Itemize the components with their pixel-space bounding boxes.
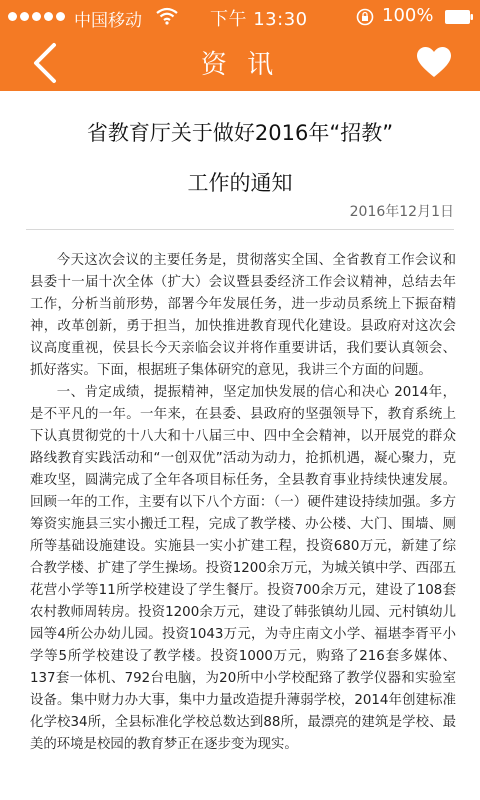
nav-bar: [0, 34, 480, 91]
battery-percent: 100%: [382, 5, 434, 26]
carrier-name: 中国移动: [74, 11, 142, 31]
article-title: [20, 108, 460, 208]
header-bar: [0, 0, 480, 91]
battery-icon: [444, 9, 474, 25]
status-bar: [0, 0, 480, 34]
divider: [26, 229, 454, 230]
status-time: 下午 13:30: [210, 9, 308, 30]
article-body: [30, 250, 456, 800]
signal-strength-icon: [8, 12, 65, 21]
article-title-line: 省教育厅关于做好2016年“招教”: [86, 121, 394, 145]
wifi-icon: [156, 7, 178, 25]
article-date: 2016年12月1日: [349, 204, 454, 220]
article-paragraph: 一、肯定成绩，提振精神，坚定加快发展的信心和决心 2014年，是不平凡的一年。一年来，在县委、县政府的坚强领导下，教育系统上下认真贯彻党的十八大和十八届三中、四中全会精神，以开展党的群众路线教育实践活动和“一创双优”活动为动力，抢抓机遇，凝心聚力，克难攻坚，圆满完成了全年各项目标任务，全县教育事业持续快速发展。回顾一年的工作，主要有以下八个方面：（一）硬件建设持续加强。多方筹资实施县三实小搬迁工程，完成了教学楼、办公楼、大门、围墙、厕所等基础设施建设。实施县一实小扩建工程，投资680万元，新建了综合教学楼、扩建了学生操场。投资1200余万元，为城关镇中学、西邵五花营小学等11所学校建设了学生餐厅。投资700余万元，建设了108套农村教师周转房。投资1200余万元，建设了韩张镇幼儿园、元村镇幼儿园等4所公办幼儿园。投资1043万元，为寺庄南文小学、福堪李胥平小学等5所学校建设了教学楼。投资1000万元，购臵了216套多媒体、137套一体机、792台电脑，为20所中小学校配臵了教学仪器和实验室设备。集中财力办大事，集中力量改造提升薄弱学校，2014年创建标准化学校34所，全县标准化学校总数达到88所，最漂亮的建筑是学校、最美的环境是校园的教育梦正在逐步变为现实。: [30, 385, 456, 752]
article-title-line: 工作的通知: [187, 171, 293, 195]
rotation-lock-icon: [356, 8, 374, 26]
heart-icon[interactable]: [416, 46, 452, 78]
page-title: 资 讯: [200, 50, 280, 80]
article-paragraph: 今天这次会议的主要任务是，贯彻落实全国、全省教育工作会议和县委十一届十次全体（扩大）会议暨县委经济工作会议精神，总结去年工作，分析当前形势，部署今年发展任务，进一步动员系统上下振奋精神，改革创新，勇于担当，加快推进教育现代化建设。县政府对这次会议高度重视，侯县长今天亲临会议并将作重要讲话，我们要认真领会、抓好落实。下面，根据班子集体研究的意见，我讲三个方面的问题。: [30, 253, 456, 378]
